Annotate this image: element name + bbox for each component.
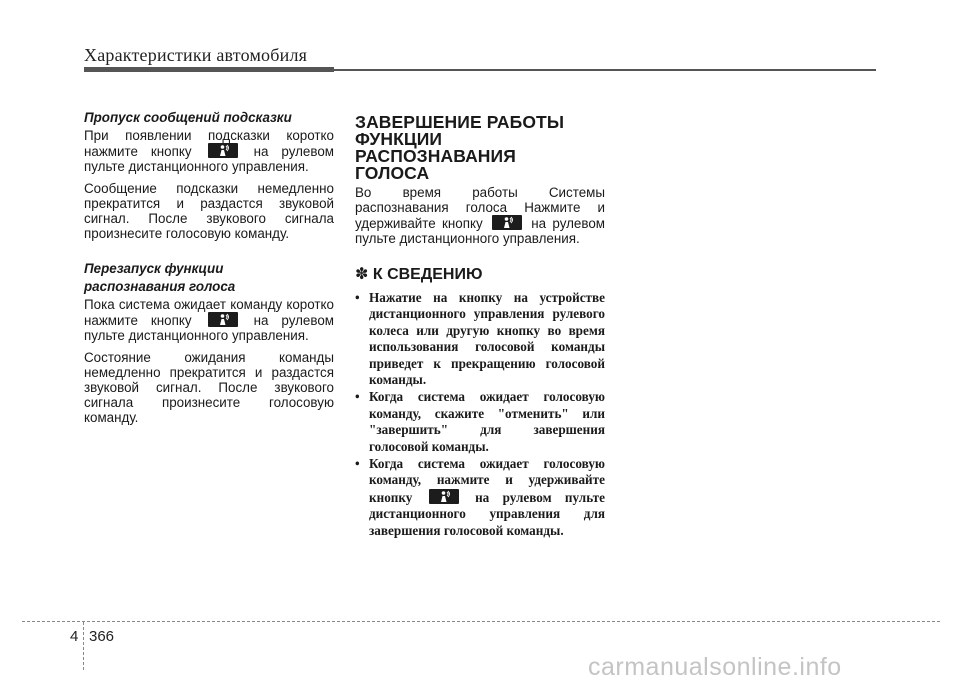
bullet: • — [355, 389, 360, 405]
left-column — [84, 110, 334, 432]
section-header-title: Характеристики автомобиля — [84, 45, 308, 65]
paragraph-skip-prompt-instruction: При появлении подсказки коротко нажмите кнопку на рулевом пульте дистанционного управления. — [84, 128, 334, 174]
bullet: • — [355, 456, 360, 472]
footer-dashed-separator — [83, 622, 84, 670]
header-rule-thick — [84, 67, 334, 72]
voice-talk-button-icon — [492, 215, 522, 230]
paragraph-end-voice-instruction: Во время работы Системы распознавания голоса Нажмите и удерживайте кнопку на рулевом пульте дистанционного управления. — [355, 185, 605, 246]
note-item: • Нажатие на кнопку на устройстве дистанционного управления рулевого колеса или другую кнопку во время использования голосовой команды приведет к прекращению голосовой команды. — [355, 290, 605, 388]
note-list — [355, 290, 605, 539]
header-rule-thin — [334, 69, 876, 71]
paragraph-skip-prompt-result: Сообщение подсказки немедленно прекратится и раздастся звуковой сигнал. После звукового сигнала произнесите голосовую команду. — [84, 181, 334, 241]
section-heading-end-voice: ЗАВЕРШЕНИЕ РАБОТЫ ФУНКЦИИ РАСПОЗНАВАНИЯ ГОЛОСА — [355, 112, 565, 183]
note-heading: ✽ К СВЕДЕНИЮ — [355, 266, 483, 283]
page-number: 366 — [89, 628, 115, 645]
bullet: • — [355, 290, 360, 305]
note-item: • Когда система ожидает голосовую команду, скажите "отменить" или "завершить" для завершения голосовой команды. — [355, 389, 605, 454]
paragraph-restart-result: Состояние ожидания команды немедленно прекратится и раздастся звуковой сигнал. После звукового сигнала произнесите голосовую команду. — [84, 350, 334, 425]
subheading-skip-prompt: Пропуск сообщений подсказки — [84, 110, 292, 125]
footer-dashed-rule — [22, 621, 940, 622]
subheading-restart-line1: Перезапуск функции — [84, 261, 224, 276]
subheading-restart-line2: распознавания голоса — [84, 279, 236, 294]
paragraph-restart-instruction: Пока система ожидает команду коротко нажмите кнопку на рулевом пульте дистанционного управления. — [84, 297, 334, 343]
site-watermark: carmanualsonline.info — [588, 653, 842, 681]
voice-talk-button-icon — [208, 143, 238, 158]
voice-talk-button-icon — [429, 489, 459, 504]
voice-talk-button-icon — [208, 312, 238, 327]
chapter-number: 4 — [70, 628, 79, 645]
right-column — [355, 110, 605, 540]
note-item: • Когда система ожидает голосовую команду, нажмите и удерживайте кнопку на рулевом пульте дистанционного управления для завершения голосовой команды. — [355, 456, 606, 538]
